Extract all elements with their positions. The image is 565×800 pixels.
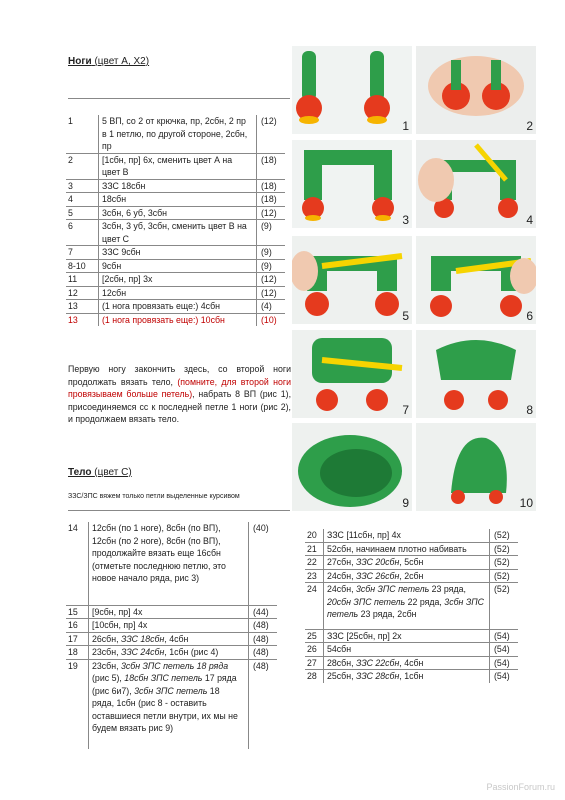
photo-4: 4: [416, 140, 536, 228]
table-row: 7 ЗЗС 9сбн (9): [66, 246, 285, 260]
body-table-right: 20 ЗЗС [11сбн, пр] 4х (52) 21 52сбн, начинаем плотно набивать (52) 22 27сбн, ЗЗС 20сбн, 5сбн (52) 23 24сбн, ЗЗС 26сбн, 2сбн (52) 24 24сбн, 3сбн ЗПС петель 23 ряда, 20сбн ЗПС петель 22 ряда, 3сбн ЗПС петель 23 ряда, 2сбн (52) 25 ЗЗС [25сбн, пр] 2х (54) 26 54сбн (54) 27 28сбн, ЗЗС 22сбн, 4сбн (54) 28 25сбн, ЗЗС 28сбн, 1сбн (54): [305, 529, 518, 683]
legs-table: [66, 115, 285, 326]
finished-body-icon: [416, 423, 536, 511]
table-row: 11 [2сбн, пр] 3х (12): [66, 273, 285, 287]
photo-3: 3: [292, 140, 412, 228]
hook-in-legs-icon: [416, 236, 536, 324]
photo-2: 2: [416, 46, 536, 134]
legs-photo-icon: [292, 46, 412, 134]
divider: [68, 510, 290, 511]
hook-in-legs-icon: [292, 236, 412, 324]
table-row: 8-10 9сбн (9): [66, 259, 285, 273]
body-table-left: 14 12сбн (по 1 ноге), 8сбн (по ВП), 12сбн (по 2 ноге), 8сбн (по ВП), продолжайте вязать еще 16сбн (отметьте последнюю петлю, это новое начало ряда, рис 3) (40) 15 [9сбн, пр] 4х (44) 16 [10сбн, пр] 4х (48) 17 26сбн, ЗЗС 18сбн, 4сбн (48) 18 23сбн, ЗЗС 24сбн, 1сбн (рис 4) (48) 19 23сбн, 3сбн ЗПС петель 18 ряда (рис 5), 18сбн ЗПС петель 17 ряда (рис 6и7), 3сбн ЗПС петель 18 ряда, 1сбн (рис 8 - оставить оставшиеся петли внутри, их мы не будем вязать рис 9) (48): [66, 522, 277, 749]
photo-5: 5: [292, 236, 412, 324]
photo-7: 7: [292, 330, 412, 418]
body-inside-icon: [292, 423, 412, 511]
hands-crochet-icon: [416, 46, 536, 134]
table-row: 4 18сбн (18): [66, 193, 285, 207]
body-title: Тело (цвет С): [68, 467, 132, 478]
body-start-icon: [292, 330, 412, 418]
body-note: ЗЗС/ЗПС вяжем только петли выделенные курсивом: [68, 493, 240, 500]
divider: [68, 98, 290, 99]
crochet-hook-icon: [416, 140, 536, 228]
table-row: 1 5 ВП, со 2 от крючка, пр, 2сбн, 2 пр в 1 петлю, по другой стороне, 2сбн, пр (12): [68, 116, 277, 151]
table-row: 6 3сбн, 3 уб, 3сбн, сменить цвет В на цвет С (9): [66, 220, 285, 246]
table-row: 2 [1сбн, пр] 6х, сменить цвет А на цвет В (18): [66, 153, 285, 179]
photo-6: 6: [416, 236, 536, 324]
table-row: 5 3сбн, 6 уб, 3сбн (12): [66, 206, 285, 220]
photo-10: 10: [416, 423, 536, 511]
instruction-paragraph: Первую ногу закончить здесь, со второй ноги продолжать вязать тело, (помните, для второй ноги провязываем больше петель), набрать 8 ВП (рис 1), присоединяемся сс к последней петле 1 ноги (рис 2), и продолжаем вязать тело.: [68, 364, 292, 424]
footer-watermark: PassionForum.ru: [486, 782, 555, 792]
legs-title: Ноги (цвет А, Х2): [68, 56, 150, 67]
legs-joined-icon: [292, 140, 412, 228]
table-row: 3 ЗЗС 18сбн (18): [66, 179, 285, 193]
photo-8: 8: [416, 330, 536, 418]
table-row: 12 12сбн (12): [66, 286, 285, 300]
photo-1: 1: [292, 46, 412, 134]
body-shaped-icon: [416, 330, 536, 418]
table-row: 13 (1 нога провязать еще:) 10сбн (10): [66, 313, 285, 326]
table-row: 13 (1 нога провязать еще:) 4сбн (4): [66, 300, 285, 314]
photo-9: 9: [292, 423, 412, 511]
